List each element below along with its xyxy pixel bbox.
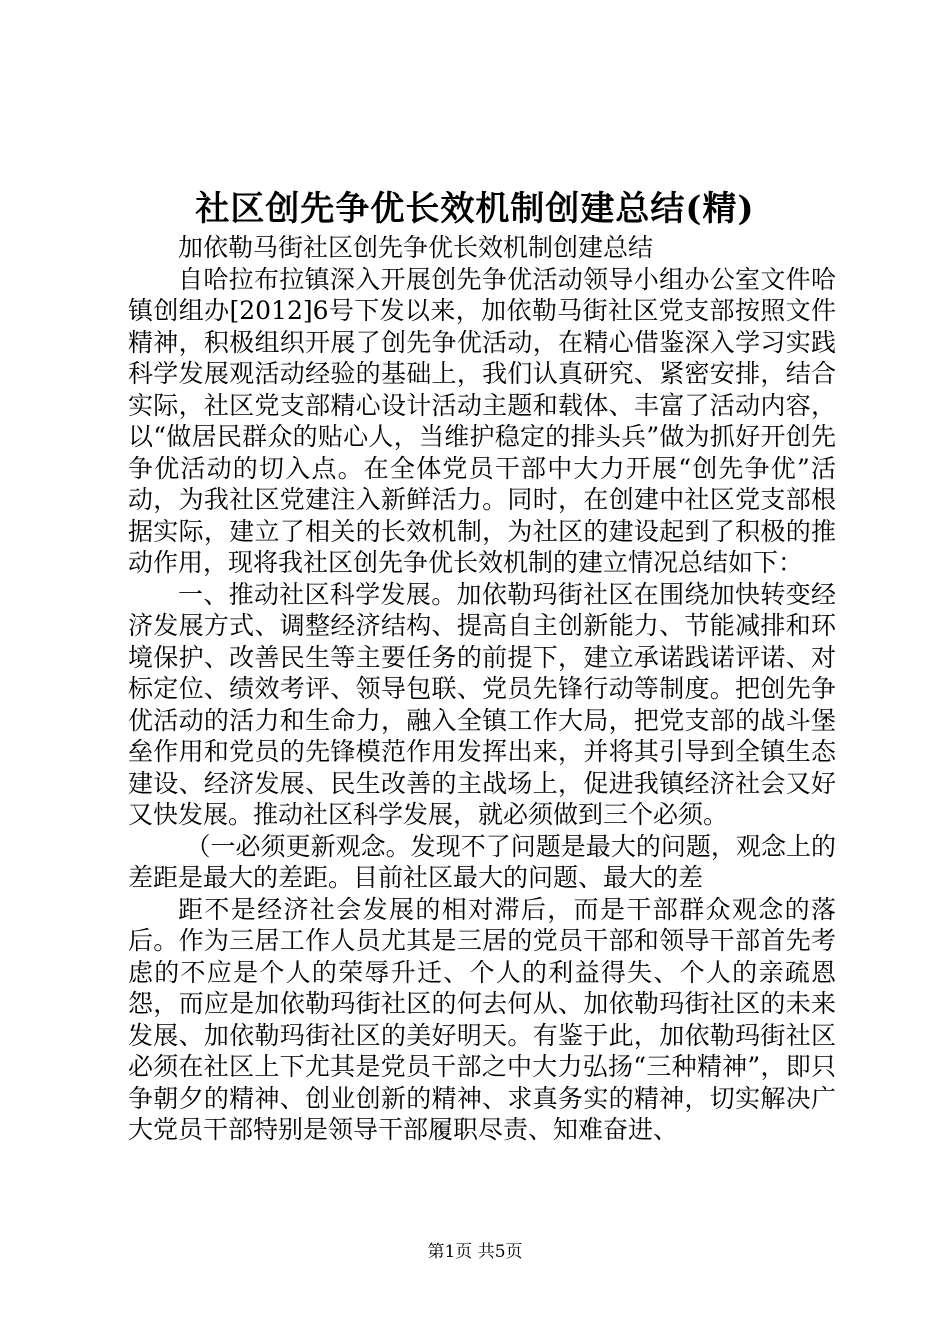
- page-footer: 第1页 共5页: [427, 1242, 523, 1262]
- paragraph-intro: 自哈拉布拉镇深入开展创先争优活动领导小组办公室文件哈镇创组办[2012]6号下发以来，加依勒马街社区党支部按照文件精神，积极组织开展了创先争优活动，在精心借鉴深入学习实践科学发展观活动经验的基础上，我们认真研究、紧密安排，结合实际，社区党支部精心设计活动主题和载体、丰富了活动内容，以“做居民群众的贴心人，当维护稳定的排头兵”做为抓好开创先争优活动的切入点。在全体党员干部中大力开展“创先争优”活动，为我社区党建注入新鲜活力。同时，在创建中社区党支部根据实际，建立了相关的长效机制，为社区的建设起到了积极的推动作用，现将我社区创先争优长效机制的建立情况总结如下：: [128, 264, 836, 577]
- document-body: [128, 232, 836, 1146]
- paragraph-subsection-one: （一必须更新观念。发现不了问题是最大的问题，观念上的差距是最大的差距。目前社区最大的问题、最大的差: [128, 831, 836, 892]
- document-title: 社区创先争优长效机制创建总结(精): [195, 189, 755, 229]
- paragraph-section-one: 一、推动社区科学发展。加依勒玛街社区在围绕加快转变经济发展方式、调整经济结构、提高自主创新能力、节能减排和环境保护、改善民生等主要任务的前提下，建立承诺践诺评诺、对标定位、绩效考评、领导包联、党员先锋行动等制度。把创先争优活动的活力和生命力，融入全镇工作大局，把党支部的战斗堡垒作用和党员的先锋模范作用发挥出来，并将其引导到全镇生态建设、经济发展、民生改善的主战场上，促进我镇经济社会又好又快发展。推动社区科学发展，就必须做到三个必须。: [128, 579, 836, 829]
- paragraph-continuation: 距不是经济社会发展的相对滞后，而是干部群众观念的落后。作为三居工作人员尤其是三居的党员干部和领导干部首先考虑的不应是个人的荣辱升迁、个人的利益得失、个人的亲疏恩怨，而应是加依勒玛街社区的何去何从、加依勒玛街社区的未来发展、加依勒玛街社区的美好明天。有鉴于此，加依勒玛街社区必须在社区上下尤其是党员干部之中大力弘扬“三种精神”，即只争朝夕的精神、创业创新的精神、求真务实的精神，切实解决广大党员干部特别是领导干部履职尽责、知难奋进、: [128, 894, 836, 1144]
- paragraph-subtitle: 加依勒马街社区创先争优长效机制创建总结: [178, 233, 654, 262]
